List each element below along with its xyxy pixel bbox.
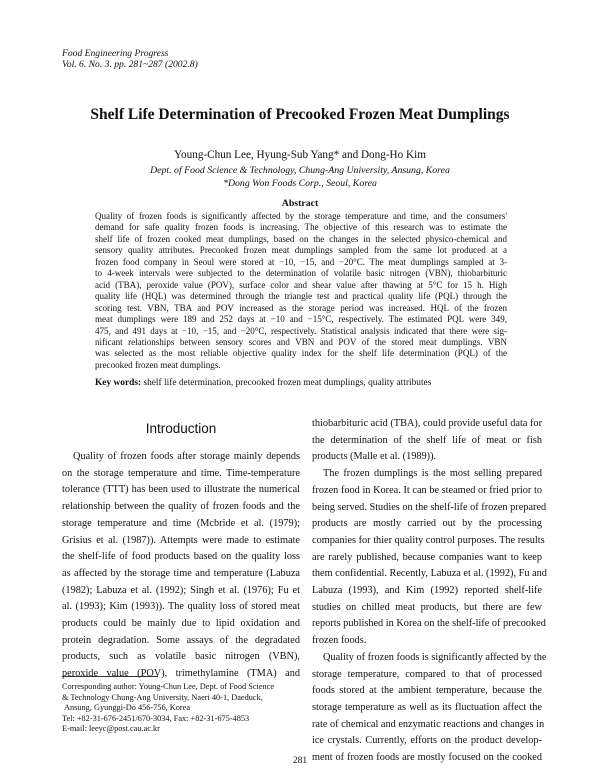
body-line: frozen food in Korea. It can be steamed or fried prior to xyxy=(312,484,542,496)
body-line: storage temperature and time (Mcbride et al. (1979); xyxy=(62,517,300,529)
body-line: foods stored at the ambient temperature, because the xyxy=(312,685,542,697)
keywords xyxy=(95,378,515,388)
body-line: Quality of frozen foods after storage mainly depends xyxy=(73,451,300,462)
affiliation-line: *Dong Won Foods Corp., Seoul, Korea xyxy=(223,177,377,189)
body-line: products (Malle et al. (1989)). xyxy=(312,451,437,463)
correspondence-footnote xyxy=(62,682,302,735)
footnote-line: Corresponding author: Young-Chun Lee, Dept. of Food Science xyxy=(62,682,275,691)
affiliation-line: Dept. of Food Science & Technology, Chung-Ang University, Ansung, Korea xyxy=(150,165,450,176)
body-line: The frozen dumplings is the most selling prepared xyxy=(323,468,542,480)
abstract-line: frozen food company in Seoul were stored at −10, −15, and −20°C. The meat dumplings sampled at 3- xyxy=(95,256,507,267)
body-line: protein degradation. Some assays of the degradated xyxy=(62,634,300,646)
body-line: Quality of frozen foods is significantly affected by the xyxy=(323,651,547,663)
body-line: companies for thier quality control purposes. The results xyxy=(312,534,545,546)
keywords-text: shelf life determination, precooked frozen meat dumplings, quality attributes xyxy=(143,378,432,388)
abstract-body xyxy=(95,211,507,371)
abstract-line: scoring test. VBN, TBA and POV increased as the storage period was increased. HQL of the frozen xyxy=(95,302,507,313)
body-line: on the storage temperature and time. Time-temperature xyxy=(62,467,300,479)
body-line: rate of chemical and enzymatic reactions and changes in xyxy=(312,718,545,730)
abstract-line: acid (TBA), peroxide value (POV), surface color and shear value after thawing at 5°C for 15 h. High xyxy=(95,279,507,290)
footnote-rule xyxy=(62,676,158,677)
footnote-line: & Technology Chung-Ang University, Naeri 40-1, Daeduck, xyxy=(62,692,263,702)
journal-issue: Vol. 6. No. 3. pp. 281~287 (2002.8) xyxy=(62,59,198,70)
abstract-line: 475, and 491 days at −10, −15, and −20°C, respectively. Statistical analysis indicated that there were sig- xyxy=(95,325,507,336)
body-line: the determination of the shelf life of meat or fish xyxy=(312,434,542,446)
footnote-line: E-mail: leeyc@post.cau.ac.kr xyxy=(62,724,160,734)
body-line: thiobarbituric acid (TBA), could provide useful data for xyxy=(312,418,542,429)
body-line: Grisius et al. (1987)). Attempts were made to estimate xyxy=(62,534,300,546)
abstract-heading: Abstract xyxy=(281,198,319,209)
abstract-line: nificant relationships between sensory scores and VBN and POV of the stored meat dumplings. VBN xyxy=(95,336,507,347)
page-number: 281 xyxy=(292,756,308,766)
body-line: products are mostly carried out by the processing xyxy=(312,518,542,530)
body-line: Labuza (1993), and Kim (1992) reported shelf-life xyxy=(312,585,542,597)
journal-header xyxy=(62,48,198,70)
body-line: are rarely published, because companies want to keep xyxy=(312,551,542,563)
abstract-line: sensory quality attributes. Precooked frozen meat dumplings sampled from the same lot produced at a xyxy=(95,245,507,256)
body-line: (1982); Labuza et al. (1992); Singh et al. (1976); Fu et xyxy=(62,584,300,596)
body-line: storage temperature, compared to that of processed xyxy=(312,668,542,680)
paper-title: Shelf Life Determination of Precooked Frozen Meat Dumplings xyxy=(90,106,510,123)
abstract-line: quality life (HQL) was determined through the triangle test and practical quality life (PQL) through the xyxy=(95,291,507,302)
body-line: studies on chilled meat products, but there are few xyxy=(312,601,542,613)
body-line: the shelf-life of food products based on the quality loss xyxy=(62,551,300,563)
abstract-line: meat dumplings were 189 and 252 days at −10 and −15°C, respectively. The estimated PQL were 349, xyxy=(95,314,507,325)
body-line: peroxide value (POV), trimethylamine (TMA) and xyxy=(62,668,300,680)
body-line: ment of frozen foods are mostly focused on the cooked xyxy=(312,752,542,764)
footnote-line: Tel: +82-31-676-2451/670-3034, Fax: +82-31-675-4853 xyxy=(62,713,250,723)
body-line: storage temperature as well as its fluctuation affect the xyxy=(312,701,542,713)
body-line: products could be mainly due to lipid oxidation and xyxy=(62,618,300,630)
section-heading-introduction: Introduction xyxy=(145,421,217,436)
abstract-line: to 4-week intervals were subjected to the determination of volatile basic nitrogen (VBN), thiobarbituric xyxy=(95,268,507,279)
abstract-line: demand for safe quality frozen foods is increasing. The objective of this research was to estimate the xyxy=(95,222,507,233)
footnote-line: Ansung, Gyunggi-Do 456-756, Korea xyxy=(64,703,191,713)
abstract-line: was selected as the most reliable objective quality index for the shelf life determination (PQL) of the xyxy=(95,348,507,359)
left-column-text xyxy=(62,449,300,683)
abstract-line: Quality of frozen foods is significantly affected by the storage temperature and time, and the consumers' xyxy=(95,211,507,221)
body-line: relationship between the quality of frozen foods and the xyxy=(62,501,300,513)
keywords-label: Key words: xyxy=(95,378,142,388)
body-line: being served. Studies on the shelf-life of frozen prepared xyxy=(312,501,547,513)
abstract-line: shelf life of frozen cooked meat dumplings, based on the changes in the selected physico-chemical and xyxy=(95,233,507,244)
abstract-line: precooked frozen meat dumplings. xyxy=(95,359,221,370)
author-list: Young-Chun Lee, Hyung-Sub Yang* and Dong-Ho Kim xyxy=(174,149,426,161)
body-line: them confidential. Recently, Labuza et al. (1992), Fu and xyxy=(312,568,547,580)
body-line: as affected by the storage time and temperature (Labuza xyxy=(62,567,300,579)
body-line: ice crystals. Currently, efforts on the product develop- xyxy=(312,735,542,747)
body-line: frozen foods. xyxy=(312,635,367,647)
right-column-text xyxy=(312,416,547,767)
body-line: products, such as volatile basic nitrogen (VBN), xyxy=(62,651,300,663)
body-line: al. (1993); Kim (1993)). The quality loss of stored meat xyxy=(62,601,300,613)
body-line: reports published in Korea on the shelf-life of precooked xyxy=(312,618,546,630)
body-line: tolerance (TTT) has been used to illustrate the numerical xyxy=(62,484,300,496)
affiliations xyxy=(0,165,600,190)
journal-name: Food Engineering Progress xyxy=(62,48,169,59)
